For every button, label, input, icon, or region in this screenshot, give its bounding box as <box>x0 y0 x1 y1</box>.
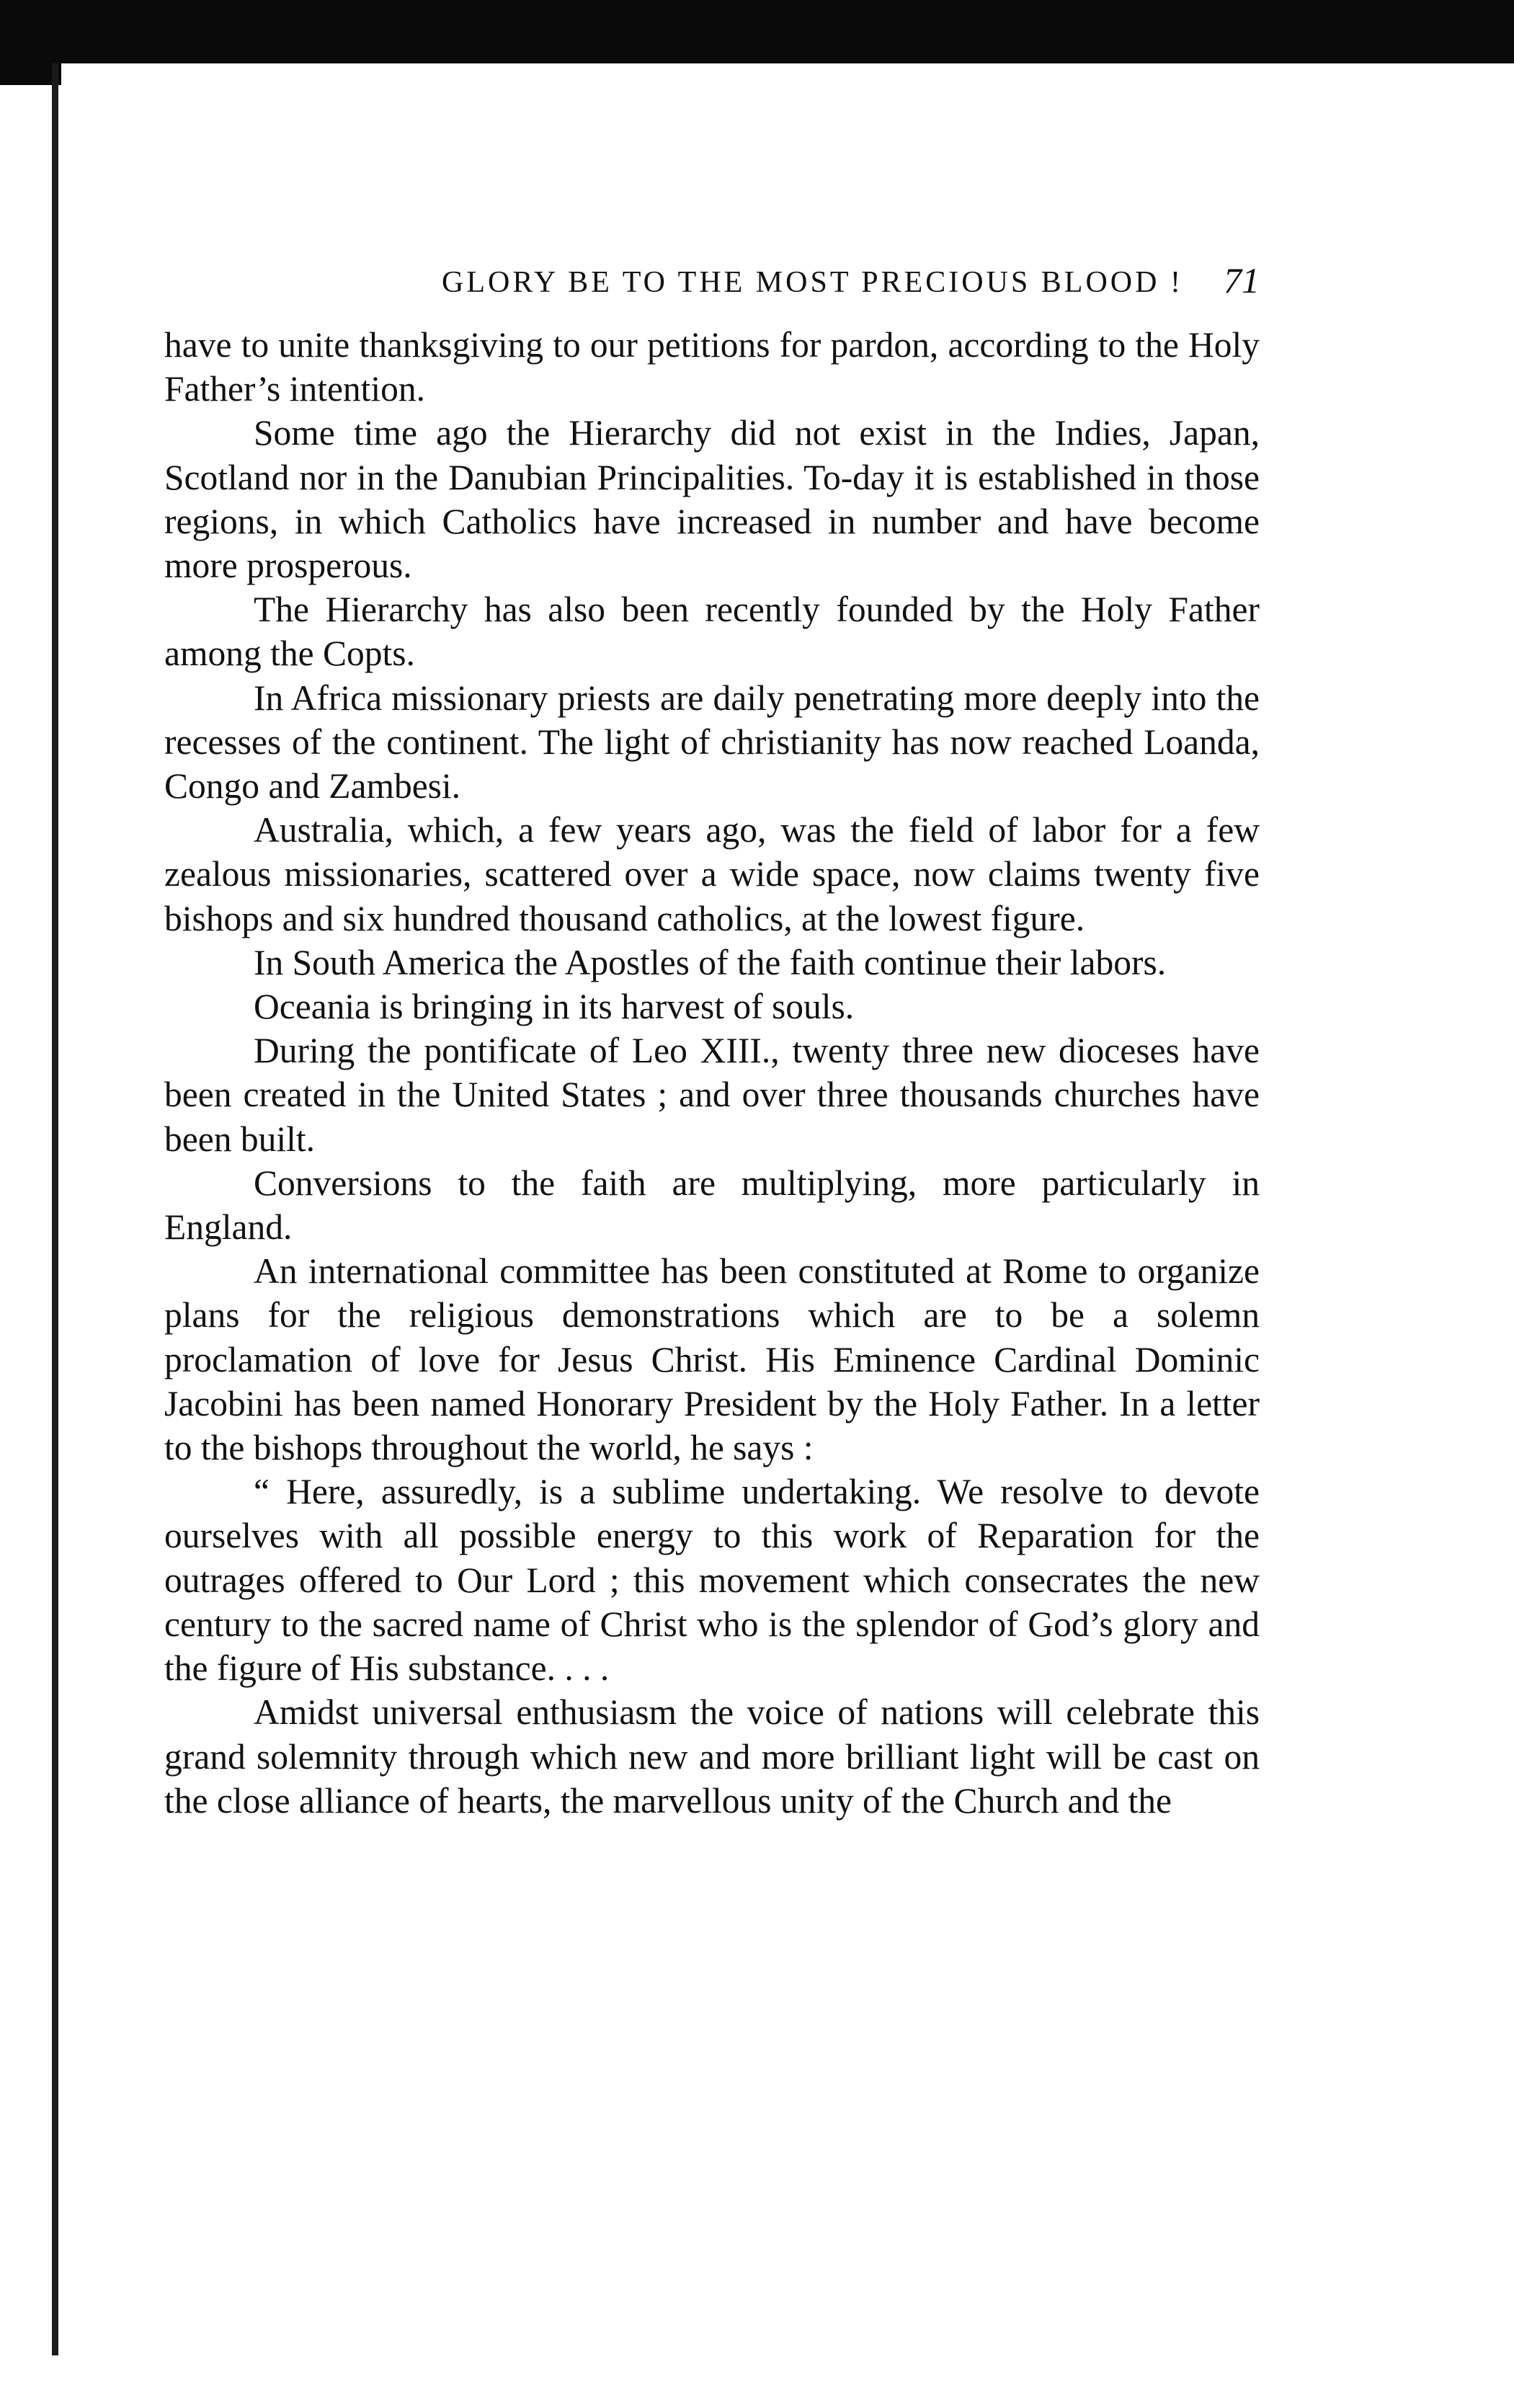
paragraph: Some time ago the Hierarchy did not exist in the Indies, Japan, Scotland nor in the Danubian Principalities. To-day it is established in those regions, in which Catholics have increased in number and have become more prosperous. <box>164 413 1260 586</box>
body-text <box>164 323 1260 1823</box>
paragraph: Amidst universal enthusiasm the voice of nations will celebrate this grand solemnity through which new and more brilliant light will be cast on the close alliance of hearts, the marvellous unity of the Church and the <box>164 1692 1260 1821</box>
paragraph: During the pontificate of Leo XIII., twenty three new dioceses have been created in the United States ; and over three thousands churches have been built. <box>164 1031 1260 1159</box>
paragraph: An international committee has been constituted at Rome to organize plans for the religious demonstrations which are to be a solemn proclamation of love for Jesus Christ. His Eminence Cardinal Dominic Jacobini has been named Honorary President by the Holy Father. In a letter to the bishops throughout the world, he says : <box>164 1251 1260 1468</box>
paragraph: The Hierarchy has also been recently founded by the Holy Father among the Copts. <box>164 590 1260 674</box>
running-title: GLORY BE TO THE MOST PRECIOUS BLOOD ! <box>442 266 1183 299</box>
page-number: 71 <box>1224 260 1260 301</box>
scan-left-border <box>52 63 58 2355</box>
paragraph: Oceania is bringing in its harvest of souls. <box>254 987 855 1027</box>
paragraph: Australia, which, a few years ago, was the field of labor for a few zealous missionaries, scattered over a wide space, now claims twenty five bishops and six hundred thousand catholics, at the lowest figure. <box>164 810 1260 938</box>
paragraph: In Africa missionary priests are daily penetrating more deeply into the recesses of the continent. The light of christianity has now reached Loanda, Congo and Zambesi. <box>164 677 1260 807</box>
paragraph: “ Here, assuredly, is a sublime undertaking. We resolve to devote ourselves with all possible energy to this work of Reparation for the outrages offered to Our Lord ; this movement which consecrates the new century to the sacred name of Christ who is the splendor of God’s glory and the figure of His substance. . . . <box>164 1472 1260 1689</box>
paragraph: In South America the Apostles of the faith continue their labors. <box>254 942 1167 982</box>
paragraph: have to unite thanksgiving to our petitions for pardon, according to the Holy Father’s intention. <box>164 325 1260 409</box>
running-head <box>164 259 1260 303</box>
book-page <box>164 259 1260 1823</box>
paragraph: Conversions to the faith are multiplying, more particularly in England. <box>164 1163 1260 1248</box>
scan-top-border <box>0 0 1514 63</box>
